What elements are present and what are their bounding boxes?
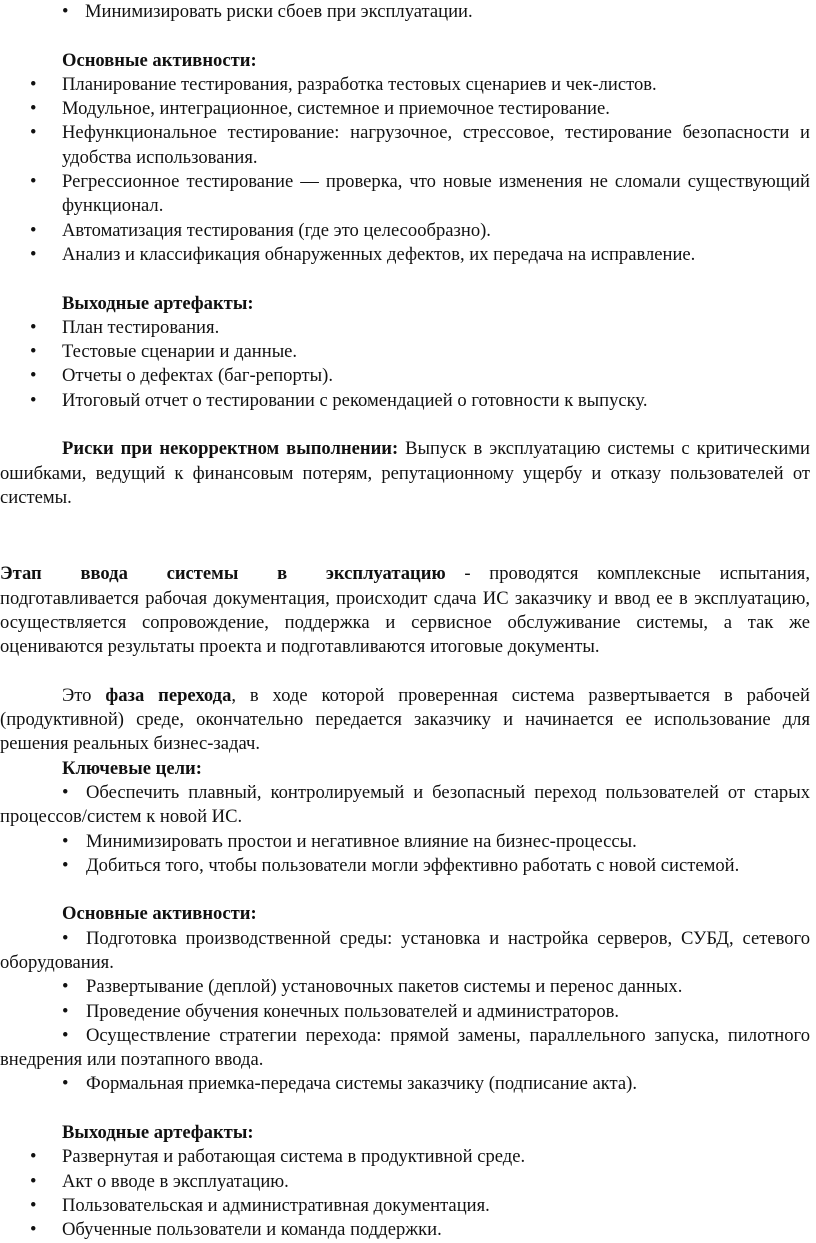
- list-item: •Подготовка производственной среды: установка и настройка серверов, СУБД, сетевого оборудования.: [0, 927, 810, 976]
- bullet-icon: [62, 927, 86, 951]
- list-item: • Отчеты о дефектах (баг-репорты).: [0, 364, 810, 388]
- section-heading: Выходные артефакты:: [62, 1122, 254, 1144]
- list-item: •Минимизировать простои и негативное влияние на бизнес-процессы.: [0, 830, 810, 854]
- list-item: • Регрессионное тестирование — проверка, что новые изменения не сломали существующий функционал.: [0, 170, 810, 219]
- phase-paragraph: [0, 684, 810, 757]
- risks-paragraph: [0, 437, 810, 510]
- stage-artifacts-list: [0, 1145, 810, 1242]
- risks-label: Риски при некорректном выполнении:: [62, 438, 399, 460]
- bullet-icon: [62, 830, 86, 854]
- top-bullet-list: [0, 0, 810, 24]
- activities-list: [0, 73, 810, 267]
- phase-rest: , в ходе которой проверенная система развертывается в рабочей (продуктивной) среде, окончательно передается заказчику и начинается ее использование для решения реальных бизнес-задач.: [0, 684, 810, 755]
- phase-bold: фаза перехода: [105, 684, 232, 706]
- list-item: • Тестовые сценарии и данные.: [0, 340, 810, 364]
- artifacts-list: [0, 316, 810, 413]
- list-item: •Формальная приемка-передача системы заказчику (подписание акта).: [0, 1072, 810, 1096]
- list-item: •Развертывание (деплой) установочных пакетов системы и перенос данных.: [0, 975, 810, 999]
- list-item: • Обученные пользователи и команда поддержки.: [0, 1218, 810, 1242]
- list-item: • Нефункциональное тестирование: нагрузочное, стрессовое, тестирование безопасности и удобства использования.: [0, 121, 810, 170]
- stage-activities-list: [0, 927, 810, 1097]
- stage-title: Этап ввода системы в эксплуатацию: [0, 563, 446, 585]
- list-item: •Осуществление стратегии перехода: прямой замены, параллельного запуска, пилотного внедрения или поэтапного ввода.: [0, 1024, 810, 1073]
- phase-prefix: Это: [62, 684, 106, 706]
- bullet-icon: [62, 1072, 86, 1096]
- bullet-icon: [62, 1024, 86, 1048]
- list-item: • План тестирования.: [0, 316, 810, 340]
- stage-intro-paragraph: [0, 562, 810, 659]
- list-item: • Планирование тестирования, разработка тестовых сценариев и чек-листов.: [0, 73, 810, 97]
- list-item: • Акт о вводе в эксплуатацию.: [0, 1170, 810, 1194]
- goals-list: [0, 781, 810, 878]
- bullet-icon: [62, 854, 86, 878]
- list-item: • Автоматизация тестирования (где это целесообразно).: [0, 219, 810, 243]
- section-heading: Ключевые цели:: [62, 757, 202, 779]
- bullet-icon: [62, 1000, 86, 1024]
- risks-text: Выпуск в эксплуатацию системы с критическими ошибками, ведущий к финансовым потерям, репутационному ущербу и отказу пользователей от системы.: [0, 438, 810, 508]
- section-heading: Основные активности:: [62, 903, 257, 925]
- bullet-icon: [62, 975, 86, 999]
- list-item: • Пользовательская и административная документация.: [0, 1194, 810, 1218]
- stage-intro-text: - проводятся комплексные испытания, подготавливается рабочая документация, происходит сдача ИС заказчику и ввод ее в эксплуатацию, осуществляется сопровождение, поддержка и сервисное обслуживание системы, а так же оцениваются результаты проекта и подготавливаются итоговые документы.: [0, 563, 810, 658]
- list-item: •Обеспечить плавный, контролируемый и безопасный переход пользователей от старых процессов/систем к новой ИС.: [0, 781, 810, 830]
- section-heading: Основные активности:: [62, 49, 257, 71]
- list-item: • Минимизировать риски сбоев при эксплуатации.: [0, 0, 810, 24]
- list-item: • Итоговый отчет о тестировании с рекомендацией о готовности к выпуску.: [0, 389, 810, 413]
- section-heading: Выходные артефакты:: [62, 292, 254, 314]
- list-item: • Развернутая и работающая система в продуктивной среде.: [0, 1145, 810, 1169]
- list-item: • Модульное, интеграционное, системное и приемочное тестирование.: [0, 97, 810, 121]
- list-item: •Проведение обучения конечных пользователей и администраторов.: [0, 1000, 810, 1024]
- list-item: • Анализ и классификация обнаруженных дефектов, их передача на исправление.: [0, 243, 810, 267]
- bullet-icon: [62, 781, 86, 805]
- list-item: •Добиться того, чтобы пользователи могли эффективно работать с новой системой.: [0, 854, 810, 878]
